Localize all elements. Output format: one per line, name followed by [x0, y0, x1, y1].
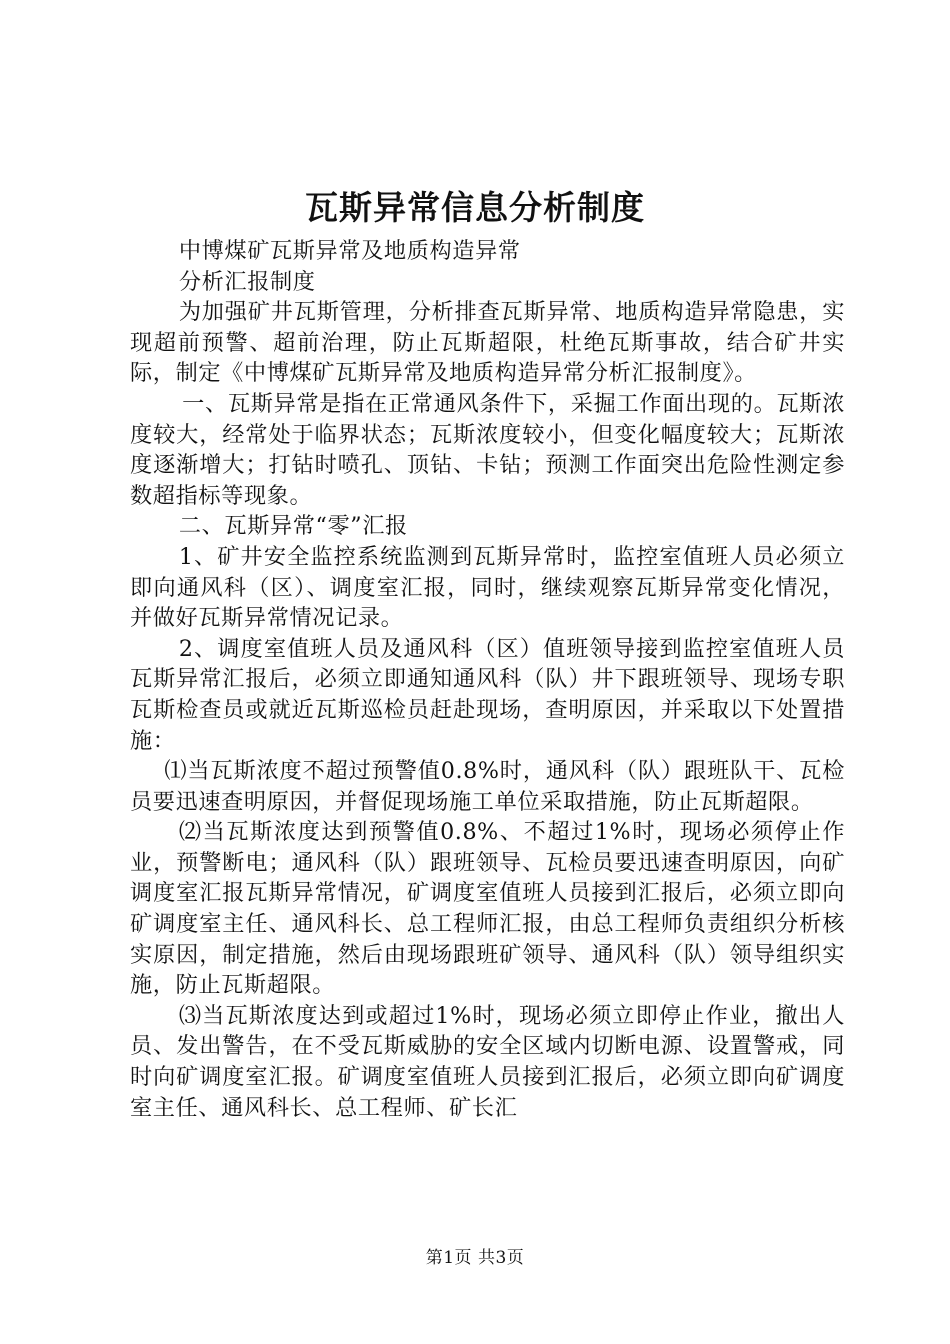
- document-title: 瓦斯异常信息分析制度: [305, 188, 645, 227]
- subtitle-line-2: 分析汇报制度: [178, 268, 316, 295]
- page-number-footer: 第1页 共3页: [425, 1248, 525, 1268]
- subitem-3-paragraph: ⑶当瓦斯浓度达到或超过1%时，现场必须立即停止作业，撤出人员、发出警告，在不受瓦斯威胁的安全区域内切断电源、设置警戒，同时向矿调度室汇报。矿调度室值班人员接到汇报后，必须立即向矿调度室主任、通风科长、总工程师、矿长汇: [130, 1002, 845, 1121]
- subitem-2-paragraph: ⑵当瓦斯浓度达到预警值0.8%、不超过1%时，现场必须停止作业，预警断电；通风科（队）跟班领导、瓦检员要迅速查明原因，向矿调度室汇报瓦斯异常情况，矿调度室值班人员接到汇报后，必须立即向矿调度室主任、通风科长、总工程师汇报，由总工程师负责组织分析核实原因，制定措施，然后由现场跟班矿领导、通风科（队）领导组织实施，防止瓦斯超限。: [130, 819, 845, 999]
- item-2-paragraph: 2、调度室值班人员及通风科（区）值班领导接到监控室值班人员瓦斯异常汇报后，必须立即通知通风科（队）井下跟班领导、现场专职瓦斯检查员或就近瓦斯巡检员赶赴现场，查明原因，并采取以下处置措施：: [130, 635, 845, 754]
- section-2-heading: 二、瓦斯异常“零”汇报: [178, 513, 408, 540]
- document-body: [130, 236, 845, 1123]
- item-1-paragraph: 1、矿井安全监控系统监测到瓦斯异常时，监控室值班人员必须立即向通风科（区）、调度室汇报，同时，继续观察瓦斯异常变化情况，并做好瓦斯异常情况记录。: [130, 543, 845, 632]
- intro-paragraph: 为加强矿井瓦斯管理，分析排查瓦斯异常、地质构造异常隐患，实现超前预警、超前治理，防止瓦斯超限，杜绝瓦斯事故，结合矿井实际，制定《中博煤矿瓦斯异常及地质构造异常分析汇报制度》。: [130, 299, 845, 387]
- subtitle-line-1: 中博煤矿瓦斯异常及地质构造异常: [178, 238, 521, 264]
- section-1-paragraph: 一、瓦斯异常是指在正常通风条件下，采掘工作面出现的。瓦斯浓度较大，经常处于临界状态；瓦斯浓度较小，但变化幅度较大；瓦斯浓度逐渐增大；打钻时喷孔、顶钻、卡钻；预测工作面突出危险性测定参数超指标等现象。: [130, 390, 845, 509]
- subitem-1-paragraph: ⑴当瓦斯浓度不超过预警值0.8%时，通风科（队）跟班队干、瓦检员要迅速查明原因，并督促现场施工单位采取措施，防止瓦斯超限。: [130, 758, 845, 815]
